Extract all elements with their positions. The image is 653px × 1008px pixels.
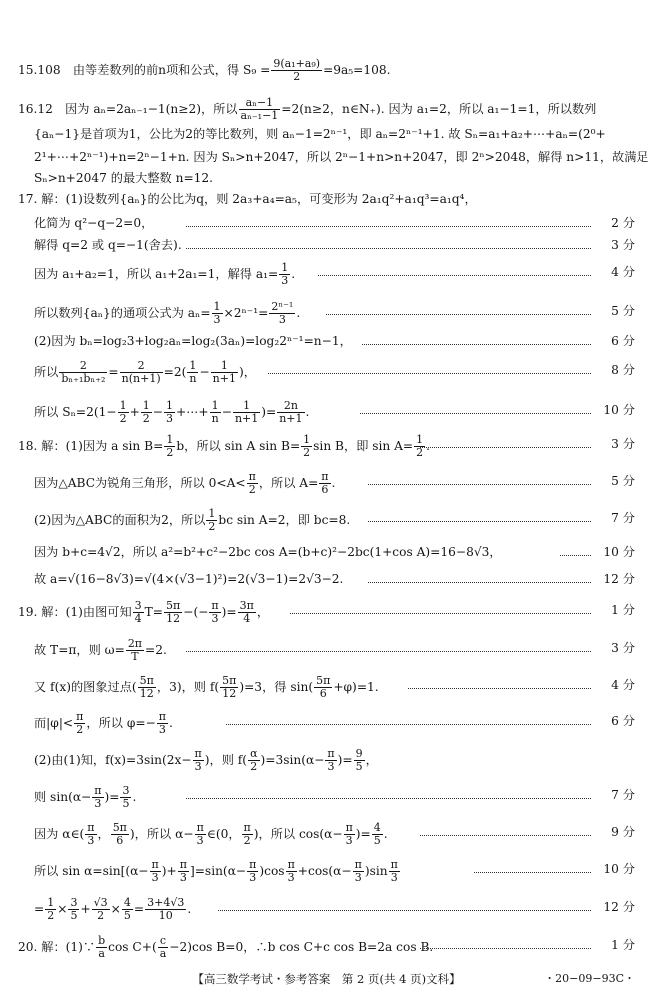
item-16-line-2: {aₙ−1}是首项为1，公比为2的等比数列，则 aₙ−1=2ⁿ⁻¹，即 aₙ=2ⁿ⁻¹+1. 故 Sₙ=a₁+a₂+⋯+aₙ=(2⁰+ xyxy=(34,127,606,141)
fraction: $\frac{3}{5}$ xyxy=(122,784,130,810)
fraction: $\frac{5\pi}{6}$ xyxy=(316,674,331,700)
fraction: $\frac{1}{n+1}$ xyxy=(212,359,236,385)
score: 5 分 xyxy=(611,474,635,488)
fraction: $\frac{1}{n+1}$ xyxy=(234,399,259,425)
fraction: $\frac{2n}{n+1}$ xyxy=(279,399,303,425)
leader-dots xyxy=(326,314,591,315)
fraction: $\frac{4}{5}$ xyxy=(373,821,381,847)
fraction: $\frac{2}{n(n+1)}$ xyxy=(121,359,161,385)
item-18-line-2: 因为△ABC为锐角三角形，所以 0<A< $\frac{\pi}{2}$ ，所以 A= $\frac{\pi}{6}$ . 5 分 xyxy=(34,470,635,496)
item-19-line-3: 又 f(x)的图象过点( $\frac{5\pi}{12}$ ，3)，则 f( $\frac{5\pi}{12}$ )=3，得 sin( $\frac{5\pi}{6}$ +φ)=1. 4 分 xyxy=(34,674,635,700)
fraction: $\frac{\pi}{3}$ xyxy=(354,858,362,884)
score: 3 分 xyxy=(611,641,635,655)
leader-dots xyxy=(420,447,591,448)
score: 3 分 xyxy=(611,238,635,252)
leader-dots xyxy=(408,688,591,689)
item-19-line-8: 所以 sin α=sin[(α− $\frac{\pi}{3}$ )+ $\frac{\pi}{3}$ ]=sin(α− $\frac{\pi}{3}$ )cos $\frac{\pi}{3}$ +cos(α− $\frac{\pi}{3}$ )sin $\frac{\pi}{3}$ 10 分 xyxy=(34,858,635,884)
fraction: $\frac{2}{\text{bₙ₊₁bₙ₊₂}}$ xyxy=(61,359,106,385)
fraction: $\frac{1}{n}$ xyxy=(189,359,197,385)
leader-dots xyxy=(218,910,591,911)
fraction: $\frac{\pi}{3}$ xyxy=(158,710,167,736)
fraction: $\frac{5\pi}{6}$ xyxy=(112,821,127,847)
item-15: 15.108 由等差数列的前n项和公式，得 S₉ = $\frac{\text{9(a₁+a₉)}}{2}$ =9a₅=108. xyxy=(18,57,391,83)
page-footer: 【高三数学考试・参考答案 第 2 页(共 4 页)文科】 xyxy=(192,972,461,986)
score: 12 分 xyxy=(603,900,635,914)
score: 10 分 xyxy=(603,403,635,417)
leader-dots xyxy=(474,872,591,873)
fraction: $\frac{√3}{2}$ xyxy=(93,896,108,922)
item-17-line-2: 化简为 q²−q−2=0， 2 分 xyxy=(0,213,653,233)
item-17-line-5: 所以数列{aₙ}的通项公式为 aₙ= $\frac{1}{3}$ ×2ⁿ⁻¹= $\frac{\text{2ⁿ⁻¹}}{3}$ . 5 分 xyxy=(34,300,635,326)
score: 9 分 xyxy=(611,825,635,839)
fraction: $\frac{1}{2}$ xyxy=(142,399,150,425)
fraction: $\frac{1}{3}$ xyxy=(281,261,289,287)
fraction: $\frac{5\pi}{12}$ xyxy=(222,674,237,700)
score: 7 分 xyxy=(611,788,635,802)
leader-dots xyxy=(226,724,591,725)
item-19-line-4: 而|φ|< $\frac{\pi}{2}$ ，所以 φ=− $\frac{\pi}{3}$ . 6 分 xyxy=(34,710,635,736)
fraction: $\frac{4}{5}$ xyxy=(123,896,131,922)
score: 7 分 xyxy=(611,511,635,525)
leader-dots xyxy=(268,373,591,374)
fraction: $\frac{5\pi}{12}$ xyxy=(139,674,154,700)
fraction: $\frac{1}{2}$ xyxy=(208,507,216,533)
leader-dots xyxy=(420,835,591,836)
fraction: $\frac{\pi}{2}$ xyxy=(76,710,84,736)
leader-dots xyxy=(368,484,591,485)
item-18-line-5: 故 a=√(16−8√3)=√(4×(√3−1)²)=2(√3−1)=2√3−2. 12 分 xyxy=(0,569,653,589)
fraction: $\frac{\pi}{3}$ xyxy=(151,858,159,884)
item-19-line-1: 19. 解：(1)由图可知 $\frac{3}{4}$ T= $\frac{5\pi}{12}$ −(− $\frac{\pi}{3}$ )= $\frac{3\pi}{4}$ ， 1 分 xyxy=(18,599,635,625)
fraction: $\frac{\pi}{3}$ xyxy=(87,821,95,847)
leader-dots xyxy=(290,613,591,614)
item-19-line-5: (2)由(1)知，f(x)=3sin(2x− $\frac{\pi}{3}$ )，则 f( $\frac{\alpha}{2}$ )=3sin(α− $\frac{\pi}{3}$ )= $\frac{9}{5}$ ， xyxy=(34,747,378,773)
fraction: $\frac{c}{a}$ xyxy=(159,934,167,960)
item-18-line-1: 18. 解：(1)因为 a sin B= $\frac{1}{2}$ b，所以 sin A sin B= $\frac{1}{2}$ sin B，即 sin A= $\frac{1}{2}$ . 3 分 xyxy=(18,433,635,459)
item-16-line-3: 2¹+⋯+2ⁿ⁻¹)+n=2ⁿ−1+n. 因为 Sₙ>n+2047，所以 2ⁿ−1+n>n+2047，即 2ⁿ>2048，解得 n>11，故满足 xyxy=(34,150,649,164)
item-15-text: 15.108 由等差数列的前n项和公式，得 S₉ = xyxy=(18,63,271,77)
fraction: $\frac{1}{2}$ xyxy=(166,433,174,459)
fraction: $\frac{\text{2ⁿ⁻¹}}{3}$ xyxy=(271,300,294,326)
fraction: $\frac{\alpha}{2}$ xyxy=(250,747,258,773)
leader-dots xyxy=(362,344,591,345)
item-20-line-1: 20. 解：(1)∵ $\frac{b}{a}$ cos C+( $\frac{c}{a}$ −2)cos B=0，∴b cos C+c cos B=2a cos B. 1 分 xyxy=(18,934,635,960)
fraction: $\frac{\text{aₙ−1}}{\text{aₙ₋₁−1}}$ xyxy=(240,96,279,122)
fraction: $\frac{\pi}{3}$ xyxy=(345,821,353,847)
item-19-line-2: 故 T=π，则 ω= $\frac{2\pi}{T}$ =2. 3 分 xyxy=(34,637,635,663)
fraction: $\frac{1}{2}$ xyxy=(416,433,424,459)
fraction: $\frac{9}{5}$ xyxy=(355,747,363,773)
item-17-line-1: 17. 解：(1)设数列{aₙ}的公比为q，则 2a₃+a₄=a₅，可变形为 2a₁q²+a₁q³=a₁q⁴， xyxy=(18,192,477,206)
leader-dots xyxy=(368,521,591,522)
fraction: $\frac{\pi}{3}$ xyxy=(327,747,335,773)
fraction: $\frac{\pi}{3}$ xyxy=(94,784,102,810)
item-17-line-3: 解得 q=2 或 q=−1(舍去). 3 分 xyxy=(0,235,653,255)
fraction: $\frac{3\pi}{4}$ xyxy=(239,599,254,625)
fraction: $\frac{3}{5}$ xyxy=(70,896,78,922)
leader-dots xyxy=(360,413,591,414)
fraction: $\frac{1}{2}$ xyxy=(303,433,311,459)
fraction: $\frac{1}{2}$ xyxy=(119,399,127,425)
fraction: $\frac{\pi}{3}$ xyxy=(179,858,187,884)
fraction: $\frac{1}{n}$ xyxy=(211,399,219,425)
score: 8 分 xyxy=(611,363,635,377)
leader-dots xyxy=(186,248,591,249)
score: 6 分 xyxy=(611,714,635,728)
score: 12 分 xyxy=(603,572,635,586)
fraction: $\frac{\pi}{3}$ xyxy=(287,858,295,884)
fraction: $\frac{1}{3}$ xyxy=(213,300,221,326)
item-17-line-6: (2)因为 bₙ=log₂3+log₂aₙ=log₂(3aₙ)=log₂2ⁿ⁻¹=n−1， 6 分 xyxy=(0,331,653,351)
fraction: $\frac{5\pi}{12}$ xyxy=(166,599,181,625)
score: 10 分 xyxy=(603,862,635,876)
score: 1 分 xyxy=(611,603,635,617)
fraction: $\frac{\pi}{2}$ xyxy=(248,470,256,496)
leader-dots xyxy=(186,798,591,799)
score: 3 分 xyxy=(611,437,635,451)
fraction: $\frac{3+4√3}{10}$ xyxy=(147,896,185,922)
fraction: $\frac{\pi}{6}$ xyxy=(321,470,329,496)
fraction: $\frac{\pi}{3}$ xyxy=(196,821,204,847)
fraction: $\frac{\pi}{3}$ xyxy=(194,747,202,773)
score: 4 分 xyxy=(611,678,635,692)
leader-dots xyxy=(318,275,591,276)
fraction: $\frac{\pi}{3}$ xyxy=(249,858,257,884)
score: 10 分 xyxy=(603,545,635,559)
leader-dots xyxy=(186,651,591,652)
fraction: $\frac{1}{2}$ xyxy=(47,896,55,922)
fraction: $\frac{2\pi}{T}$ xyxy=(127,637,143,663)
document-code: ・20−09−93C・ xyxy=(544,972,635,985)
item-18-line-4: 因为 b+c=4√2，所以 a²=b²+c²−2bc cos A=(b+c)²−2bc(1+cos A)=16−8√3， 10 分 xyxy=(0,542,653,562)
item-19-line-6: 则 sin(α− $\frac{\pi}{3}$ )= $\frac{3}{5}$ . 7 分 xyxy=(34,784,635,810)
fraction: $\frac{\pi}{2}$ xyxy=(243,821,251,847)
leader-dots xyxy=(420,948,591,949)
fraction: $\frac{b}{a}$ xyxy=(98,934,106,960)
score: 4 分 xyxy=(611,265,635,279)
leader-dots xyxy=(186,226,591,227)
score: 6 分 xyxy=(611,334,635,348)
score: 2 分 xyxy=(611,216,635,230)
item-19-line-7: 因为 α∈( $\frac{\pi}{3}$ ， $\frac{5\pi}{6}$ )，所以 α− $\frac{\pi}{3}$ ∈(0， $\frac{\pi}{2}$ )，所以 cos(α− $\frac{\pi}{3}$ )= $\frac{4}{5}$ . 9 分 xyxy=(34,821,635,847)
item-19-line-9: = $\frac{1}{2}$ × $\frac{3}{5}$ + $\frac{√3}{2}$ × $\frac{4}{5}$ = $\frac{3+4√3}{10}$ . 12 分 xyxy=(34,896,635,922)
item-16-line-1: 16.12 因为 aₙ=2aₙ₋₁−1(n≥2)，所以 $\frac{\text{aₙ−1}}{\text{aₙ₋₁−1}}$ =2(n≥2，n∈N₊). 因为 a₁=2，所以 a₁−1=1，所以数列 xyxy=(18,96,597,122)
leader-dots xyxy=(368,582,591,583)
item-17-line-4: 因为 a₁+a₂=1，所以 a₁+2a₁=1，解得 a₁= $\frac{1}{3}$ . 4 分 xyxy=(34,261,635,287)
item-16-line-4: Sₙ>n+2047 的最大整数 n=12. xyxy=(34,171,214,185)
fraction: $\frac{\text{9(a₁+a₉)}}{2}$ xyxy=(273,57,321,83)
score: 5 分 xyxy=(611,304,635,318)
fraction: $\frac{1}{3}$ xyxy=(166,399,173,425)
leader-dots xyxy=(560,555,591,556)
item-17-line-7: 所以 $\frac{2}{\text{bₙ₊₁bₙ₊₂}}$ = $\frac{2}{n(n+1)}$ =2( $\frac{1}{n}$ − $\frac{1}{n+1}$ )， 8 分 xyxy=(34,359,635,385)
fraction: $\frac{\pi}{3}$ xyxy=(390,858,398,884)
fraction: $\frac{\pi}{3}$ xyxy=(211,599,219,625)
item-17-line-8: 所以 Sₙ=2(1− $\frac{1}{2}$ + $\frac{1}{2}$ − $\frac{1}{3}$ +⋯+ $\frac{1}{n}$ − $\frac{1}{n+1}$ )= $\frac{2n}{n+1}$ . 10 分 xyxy=(34,399,635,425)
score: 1 分 xyxy=(611,938,635,952)
item-18-line-3: (2)因为△ABC的面积为2，所以 $\frac{1}{2}$ bc sin A=2，即 bc=8. 7 分 xyxy=(34,507,635,533)
fraction: $\frac{3}{4}$ xyxy=(134,599,142,625)
